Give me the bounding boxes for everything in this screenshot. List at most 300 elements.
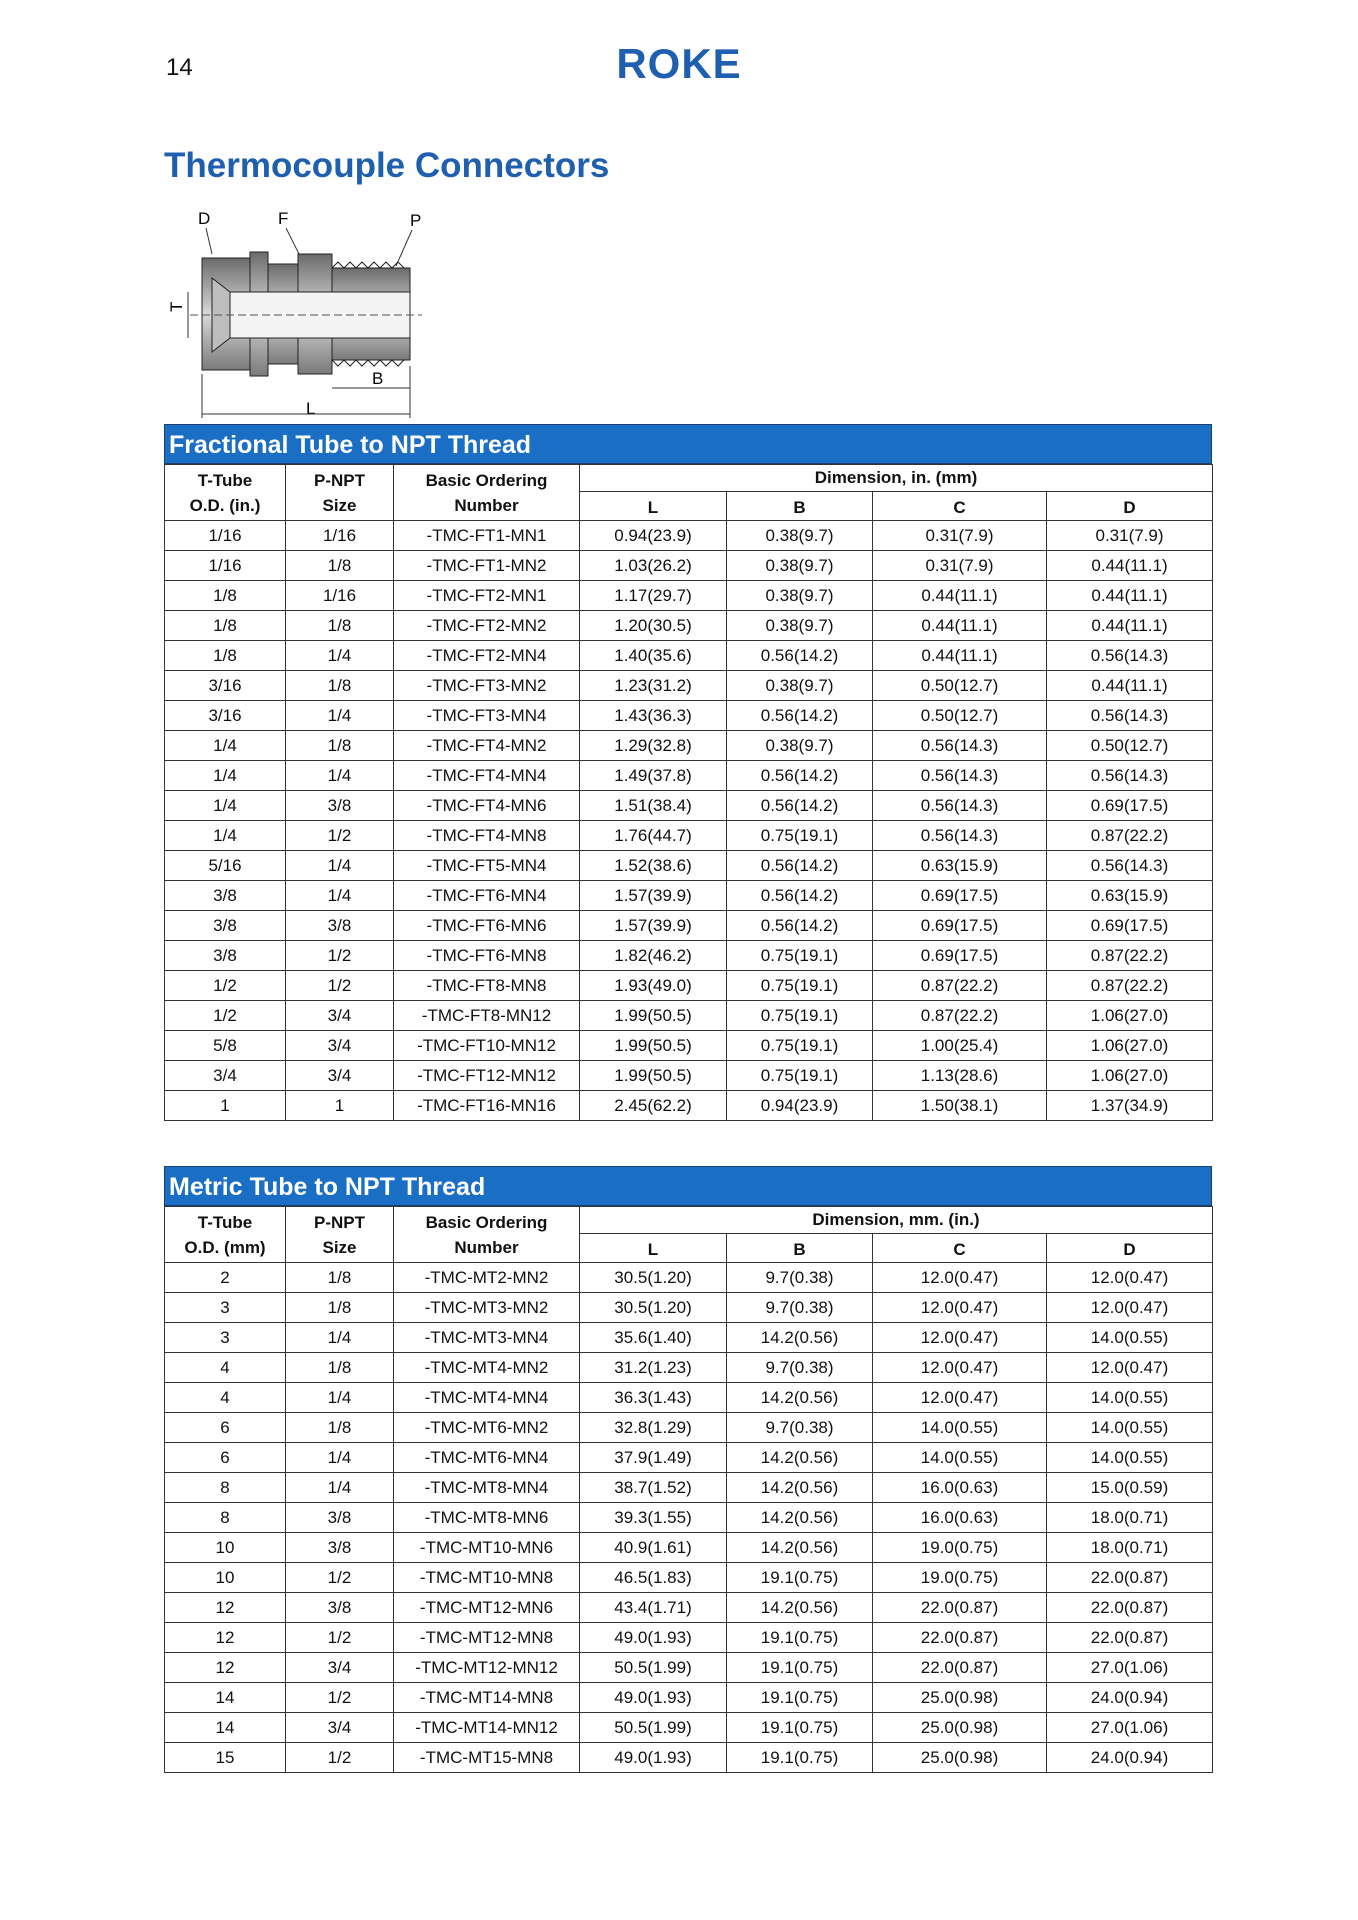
cell-tube-od: 10 bbox=[165, 1563, 286, 1593]
cell-ordering-number: -TMC-FT8-MN12 bbox=[394, 1001, 580, 1031]
cell-d: 22.0(0.87) bbox=[1047, 1623, 1213, 1653]
diagram-label-p: P bbox=[410, 211, 422, 230]
cell-l: 1.52(38.6) bbox=[580, 851, 727, 881]
cell-l: 1.51(38.4) bbox=[580, 791, 727, 821]
cell-npt-size: 1/4 bbox=[286, 851, 394, 881]
cell-d: 14.0(0.55) bbox=[1047, 1443, 1213, 1473]
table-row bbox=[165, 671, 1213, 701]
cell-c: 12.0(0.47) bbox=[873, 1293, 1047, 1323]
cell-b: 14.2(0.56) bbox=[727, 1503, 873, 1533]
cell-npt-size: 1/8 bbox=[286, 611, 394, 641]
table-row bbox=[165, 1533, 1213, 1563]
cell-tube-od: 4 bbox=[165, 1353, 286, 1383]
cell-d: 0.63(15.9) bbox=[1047, 881, 1213, 911]
cell-c: 25.0(0.98) bbox=[873, 1713, 1047, 1743]
cell-b: 9.7(0.38) bbox=[727, 1353, 873, 1383]
cell-l: 50.5(1.99) bbox=[580, 1653, 727, 1683]
cell-ordering-number: -TMC-MT6-MN2 bbox=[394, 1413, 580, 1443]
cell-c: 22.0(0.87) bbox=[873, 1593, 1047, 1623]
cell-ordering-number: -TMC-FT3-MN4 bbox=[394, 701, 580, 731]
cell-b: 0.56(14.2) bbox=[727, 851, 873, 881]
cell-tube-od: 3 bbox=[165, 1293, 286, 1323]
cell-b: 19.1(0.75) bbox=[727, 1743, 873, 1773]
fractional-table bbox=[164, 424, 1212, 1121]
cell-b: 0.75(19.1) bbox=[727, 1061, 873, 1091]
cell-l: 1.57(39.9) bbox=[580, 911, 727, 941]
cell-b: 0.38(9.7) bbox=[727, 521, 873, 551]
cell-ordering-number: -TMC-MT14-MN8 bbox=[394, 1683, 580, 1713]
cell-tube-od: 3 bbox=[165, 1323, 286, 1353]
cell-l: 1.57(39.9) bbox=[580, 881, 727, 911]
cell-d: 27.0(1.06) bbox=[1047, 1713, 1213, 1743]
cell-l: 1.29(32.8) bbox=[580, 731, 727, 761]
cell-l: 49.0(1.93) bbox=[580, 1623, 727, 1653]
cell-ordering-number: -TMC-FT1-MN2 bbox=[394, 551, 580, 581]
header-c: C bbox=[873, 1234, 1047, 1263]
cell-l: 46.5(1.83) bbox=[580, 1563, 727, 1593]
cell-tube-od: 1/8 bbox=[165, 581, 286, 611]
header-dimension: Dimension, in. (mm) bbox=[580, 465, 1213, 492]
table-row bbox=[165, 1503, 1213, 1533]
table-row bbox=[165, 1743, 1213, 1773]
table-row bbox=[165, 881, 1213, 911]
table-row bbox=[165, 551, 1213, 581]
cell-d: 0.69(17.5) bbox=[1047, 911, 1213, 941]
cell-d: 12.0(0.47) bbox=[1047, 1293, 1213, 1323]
cell-c: 0.87(22.2) bbox=[873, 1001, 1047, 1031]
cell-ordering-number: -TMC-MT14-MN12 bbox=[394, 1713, 580, 1743]
cell-c: 12.0(0.47) bbox=[873, 1323, 1047, 1353]
cell-npt-size: 1/4 bbox=[286, 881, 394, 911]
cell-npt-size: 3/4 bbox=[286, 1061, 394, 1091]
cell-l: 1.99(50.5) bbox=[580, 1031, 727, 1061]
header-npt-size: P-NPT Size bbox=[286, 1207, 394, 1263]
cell-tube-od: 5/16 bbox=[165, 851, 286, 881]
cell-npt-size: 1 bbox=[286, 1091, 394, 1121]
cell-d: 24.0(0.94) bbox=[1047, 1683, 1213, 1713]
cell-npt-size: 3/4 bbox=[286, 1001, 394, 1031]
cell-d: 0.44(11.1) bbox=[1047, 671, 1213, 701]
cell-l: 1.17(29.7) bbox=[580, 581, 727, 611]
cell-c: 1.50(38.1) bbox=[873, 1091, 1047, 1121]
cell-b: 0.56(14.2) bbox=[727, 791, 873, 821]
cell-b: 0.38(9.7) bbox=[727, 551, 873, 581]
brand-logo: ROKE bbox=[616, 40, 742, 87]
header-ordering-number: Basic Ordering Number bbox=[394, 1207, 580, 1263]
cell-c: 12.0(0.47) bbox=[873, 1383, 1047, 1413]
cell-ordering-number: -TMC-FT2-MN1 bbox=[394, 581, 580, 611]
cell-tube-od: 1/8 bbox=[165, 641, 286, 671]
cell-tube-od: 5/8 bbox=[165, 1031, 286, 1061]
table-row bbox=[165, 701, 1213, 731]
cell-npt-size: 3/8 bbox=[286, 1593, 394, 1623]
cell-l: 40.9(1.61) bbox=[580, 1533, 727, 1563]
cell-ordering-number: -TMC-FT1-MN1 bbox=[394, 521, 580, 551]
cell-ordering-number: -TMC-FT6-MN4 bbox=[394, 881, 580, 911]
cell-npt-size: 1/8 bbox=[286, 1413, 394, 1443]
cell-c: 19.0(0.75) bbox=[873, 1533, 1047, 1563]
cell-d: 0.56(14.3) bbox=[1047, 851, 1213, 881]
fractional-table-title: Fractional Tube to NPT Thread bbox=[164, 424, 1212, 464]
table-row bbox=[165, 1001, 1213, 1031]
cell-d: 15.0(0.59) bbox=[1047, 1473, 1213, 1503]
cell-b: 0.75(19.1) bbox=[727, 1001, 873, 1031]
cell-c: 0.56(14.3) bbox=[873, 731, 1047, 761]
header-npt-size: P-NPT Size bbox=[286, 465, 394, 521]
cell-ordering-number: -TMC-MT3-MN4 bbox=[394, 1323, 580, 1353]
cell-l: 39.3(1.55) bbox=[580, 1503, 727, 1533]
cell-d: 0.69(17.5) bbox=[1047, 791, 1213, 821]
table-row bbox=[165, 581, 1213, 611]
cell-b: 0.56(14.2) bbox=[727, 881, 873, 911]
cell-b: 0.38(9.7) bbox=[727, 611, 873, 641]
cell-l: 30.5(1.20) bbox=[580, 1293, 727, 1323]
cell-tube-od: 1/2 bbox=[165, 971, 286, 1001]
cell-d: 22.0(0.87) bbox=[1047, 1593, 1213, 1623]
cell-ordering-number: -TMC-FT2-MN2 bbox=[394, 611, 580, 641]
cell-c: 0.44(11.1) bbox=[873, 581, 1047, 611]
cell-tube-od: 3/16 bbox=[165, 671, 286, 701]
cell-npt-size: 1/2 bbox=[286, 1683, 394, 1713]
cell-d: 14.0(0.55) bbox=[1047, 1383, 1213, 1413]
cell-tube-od: 1/4 bbox=[165, 821, 286, 851]
cell-npt-size: 1/8 bbox=[286, 1263, 394, 1293]
cell-ordering-number: -TMC-MT6-MN4 bbox=[394, 1443, 580, 1473]
cell-npt-size: 3/8 bbox=[286, 1503, 394, 1533]
header-b: B bbox=[727, 492, 873, 521]
cell-c: 0.31(7.9) bbox=[873, 521, 1047, 551]
diagram-label-t: T bbox=[167, 301, 186, 312]
table-row bbox=[165, 791, 1213, 821]
cell-b: 0.94(23.9) bbox=[727, 1091, 873, 1121]
cell-npt-size: 1/4 bbox=[286, 1323, 394, 1353]
header-l: L bbox=[580, 1234, 727, 1263]
cell-b: 14.2(0.56) bbox=[727, 1443, 873, 1473]
cell-l: 0.94(23.9) bbox=[580, 521, 727, 551]
cell-npt-size: 1/2 bbox=[286, 941, 394, 971]
cell-b: 14.2(0.56) bbox=[727, 1593, 873, 1623]
cell-c: 12.0(0.47) bbox=[873, 1263, 1047, 1293]
cell-npt-size: 3/4 bbox=[286, 1653, 394, 1683]
cell-l: 32.8(1.29) bbox=[580, 1413, 727, 1443]
cell-tube-od: 1/16 bbox=[165, 551, 286, 581]
cell-l: 1.82(46.2) bbox=[580, 941, 727, 971]
cell-b: 9.7(0.38) bbox=[727, 1293, 873, 1323]
cell-b: 0.75(19.1) bbox=[727, 941, 873, 971]
cell-tube-od: 3/4 bbox=[165, 1061, 286, 1091]
cell-c: 0.69(17.5) bbox=[873, 941, 1047, 971]
cell-b: 14.2(0.56) bbox=[727, 1323, 873, 1353]
diagram-label-d: D bbox=[198, 209, 211, 228]
cell-tube-od: 14 bbox=[165, 1683, 286, 1713]
cell-c: 22.0(0.87) bbox=[873, 1623, 1047, 1653]
table-row bbox=[165, 1353, 1213, 1383]
table-row bbox=[165, 851, 1213, 881]
header-ordering-number: Basic Ordering Number bbox=[394, 465, 580, 521]
cell-l: 1.40(35.6) bbox=[580, 641, 727, 671]
header-tube-od: T-Tube O.D. (mm) bbox=[165, 1207, 286, 1263]
header-dimension: Dimension, mm. (in.) bbox=[580, 1207, 1213, 1234]
cell-b: 0.56(14.2) bbox=[727, 911, 873, 941]
cell-tube-od: 1/16 bbox=[165, 521, 286, 551]
cell-npt-size: 1/8 bbox=[286, 671, 394, 701]
cell-d: 14.0(0.55) bbox=[1047, 1413, 1213, 1443]
cell-npt-size: 1/2 bbox=[286, 1743, 394, 1773]
cell-npt-size: 1/4 bbox=[286, 1383, 394, 1413]
table-row bbox=[165, 1091, 1213, 1121]
table-row bbox=[165, 971, 1213, 1001]
cell-d: 12.0(0.47) bbox=[1047, 1353, 1213, 1383]
cell-d: 22.0(0.87) bbox=[1047, 1563, 1213, 1593]
cell-d: 12.0(0.47) bbox=[1047, 1263, 1213, 1293]
cell-l: 2.45(62.2) bbox=[580, 1091, 727, 1121]
header-d: D bbox=[1047, 1234, 1213, 1263]
cell-c: 12.0(0.47) bbox=[873, 1353, 1047, 1383]
cell-tube-od: 8 bbox=[165, 1503, 286, 1533]
cell-ordering-number: -TMC-FT4-MN8 bbox=[394, 821, 580, 851]
cell-npt-size: 1/8 bbox=[286, 1353, 394, 1383]
cell-tube-od: 1/4 bbox=[165, 791, 286, 821]
cell-tube-od: 4 bbox=[165, 1383, 286, 1413]
cell-npt-size: 3/4 bbox=[286, 1713, 394, 1743]
cell-ordering-number: -TMC-MT8-MN6 bbox=[394, 1503, 580, 1533]
header-d: D bbox=[1047, 492, 1213, 521]
cell-tube-od: 12 bbox=[165, 1593, 286, 1623]
cell-b: 0.75(19.1) bbox=[727, 821, 873, 851]
table-row bbox=[165, 1473, 1213, 1503]
table-row bbox=[165, 1713, 1213, 1743]
cell-d: 27.0(1.06) bbox=[1047, 1653, 1213, 1683]
cell-d: 1.06(27.0) bbox=[1047, 1031, 1213, 1061]
cell-npt-size: 1/2 bbox=[286, 821, 394, 851]
cell-b: 0.38(9.7) bbox=[727, 581, 873, 611]
cell-c: 1.13(28.6) bbox=[873, 1061, 1047, 1091]
cell-tube-od: 8 bbox=[165, 1473, 286, 1503]
cell-b: 0.56(14.2) bbox=[727, 701, 873, 731]
cell-b: 14.2(0.56) bbox=[727, 1473, 873, 1503]
page-title: Thermocouple Connectors bbox=[164, 146, 610, 185]
cell-l: 49.0(1.93) bbox=[580, 1683, 727, 1713]
table-row bbox=[165, 641, 1213, 671]
cell-c: 22.0(0.87) bbox=[873, 1653, 1047, 1683]
cell-c: 0.50(12.7) bbox=[873, 701, 1047, 731]
cell-npt-size: 1/8 bbox=[286, 551, 394, 581]
cell-l: 37.9(1.49) bbox=[580, 1443, 727, 1473]
cell-b: 19.1(0.75) bbox=[727, 1563, 873, 1593]
cell-c: 25.0(0.98) bbox=[873, 1743, 1047, 1773]
table-row bbox=[165, 611, 1213, 641]
cell-tube-od: 3/8 bbox=[165, 911, 286, 941]
cell-c: 14.0(0.55) bbox=[873, 1443, 1047, 1473]
cell-ordering-number: -TMC-MT12-MN6 bbox=[394, 1593, 580, 1623]
header-tube-od: T-Tube O.D. (in.) bbox=[165, 465, 286, 521]
table-row bbox=[165, 1443, 1213, 1473]
cell-ordering-number: -TMC-FT4-MN6 bbox=[394, 791, 580, 821]
cell-c: 0.69(17.5) bbox=[873, 911, 1047, 941]
cell-d: 14.0(0.55) bbox=[1047, 1323, 1213, 1353]
cell-b: 19.1(0.75) bbox=[727, 1713, 873, 1743]
table-row bbox=[165, 1293, 1213, 1323]
cell-b: 19.1(0.75) bbox=[727, 1653, 873, 1683]
cell-npt-size: 3/4 bbox=[286, 1031, 394, 1061]
cell-b: 9.7(0.38) bbox=[727, 1413, 873, 1443]
cell-d: 0.56(14.3) bbox=[1047, 701, 1213, 731]
cell-npt-size: 3/8 bbox=[286, 911, 394, 941]
diagram-label-l: L bbox=[306, 399, 316, 418]
cell-tube-od: 6 bbox=[165, 1443, 286, 1473]
cell-l: 1.93(49.0) bbox=[580, 971, 727, 1001]
cell-npt-size: 1/16 bbox=[286, 521, 394, 551]
cell-d: 0.44(11.1) bbox=[1047, 581, 1213, 611]
cell-b: 9.7(0.38) bbox=[727, 1263, 873, 1293]
cell-d: 1.06(27.0) bbox=[1047, 1061, 1213, 1091]
cell-tube-od: 3/16 bbox=[165, 701, 286, 731]
cell-npt-size: 1/4 bbox=[286, 701, 394, 731]
cell-npt-size: 1/2 bbox=[286, 971, 394, 1001]
table-row bbox=[165, 1383, 1213, 1413]
cell-tube-od: 10 bbox=[165, 1533, 286, 1563]
cell-d: 18.0(0.71) bbox=[1047, 1533, 1213, 1563]
cell-tube-od: 1/8 bbox=[165, 611, 286, 641]
cell-npt-size: 1/8 bbox=[286, 731, 394, 761]
connector-diagram bbox=[160, 206, 440, 426]
cell-tube-od: 1/4 bbox=[165, 731, 286, 761]
cell-b: 0.75(19.1) bbox=[727, 1031, 873, 1061]
cell-tube-od: 2 bbox=[165, 1263, 286, 1293]
cell-l: 1.49(37.8) bbox=[580, 761, 727, 791]
metric-table-title: Metric Tube to NPT Thread bbox=[164, 1166, 1212, 1206]
cell-d: 0.56(14.3) bbox=[1047, 641, 1213, 671]
cell-c: 0.56(14.3) bbox=[873, 761, 1047, 791]
cell-c: 16.0(0.63) bbox=[873, 1473, 1047, 1503]
cell-l: 1.76(44.7) bbox=[580, 821, 727, 851]
cell-ordering-number: -TMC-FT5-MN4 bbox=[394, 851, 580, 881]
cell-b: 0.56(14.2) bbox=[727, 641, 873, 671]
cell-ordering-number: -TMC-MT4-MN2 bbox=[394, 1353, 580, 1383]
table-row bbox=[165, 1623, 1213, 1653]
cell-l: 43.4(1.71) bbox=[580, 1593, 727, 1623]
cell-ordering-number: -TMC-MT10-MN6 bbox=[394, 1533, 580, 1563]
cell-b: 0.75(19.1) bbox=[727, 971, 873, 1001]
cell-c: 0.63(15.9) bbox=[873, 851, 1047, 881]
cell-d: 1.37(34.9) bbox=[1047, 1091, 1213, 1121]
cell-l: 1.99(50.5) bbox=[580, 1061, 727, 1091]
cell-ordering-number: -TMC-MT12-MN12 bbox=[394, 1653, 580, 1683]
cell-npt-size: 1/4 bbox=[286, 1473, 394, 1503]
cell-b: 0.38(9.7) bbox=[727, 671, 873, 701]
cell-c: 14.0(0.55) bbox=[873, 1413, 1047, 1443]
cell-l: 36.3(1.43) bbox=[580, 1383, 727, 1413]
table-row bbox=[165, 1031, 1213, 1061]
cell-npt-size: 1/2 bbox=[286, 1623, 394, 1653]
table-row bbox=[165, 1593, 1213, 1623]
cell-c: 0.87(22.2) bbox=[873, 971, 1047, 1001]
cell-d: 0.87(22.2) bbox=[1047, 821, 1213, 851]
cell-l: 50.5(1.99) bbox=[580, 1713, 727, 1743]
cell-d: 0.56(14.3) bbox=[1047, 761, 1213, 791]
cell-npt-size: 1/4 bbox=[286, 641, 394, 671]
table-row bbox=[165, 1653, 1213, 1683]
cell-d: 24.0(0.94) bbox=[1047, 1743, 1213, 1773]
cell-ordering-number: -TMC-MT2-MN2 bbox=[394, 1263, 580, 1293]
cell-c: 0.31(7.9) bbox=[873, 551, 1047, 581]
cell-d: 0.87(22.2) bbox=[1047, 971, 1213, 1001]
cell-c: 0.44(11.1) bbox=[873, 611, 1047, 641]
cell-ordering-number: -TMC-FT6-MN6 bbox=[394, 911, 580, 941]
cell-c: 0.44(11.1) bbox=[873, 641, 1047, 671]
cell-l: 31.2(1.23) bbox=[580, 1353, 727, 1383]
cell-tube-od: 15 bbox=[165, 1743, 286, 1773]
table-row bbox=[165, 1413, 1213, 1443]
cell-ordering-number: -TMC-FT16-MN16 bbox=[394, 1091, 580, 1121]
cell-d: 0.44(11.1) bbox=[1047, 551, 1213, 581]
table-row bbox=[165, 731, 1213, 761]
cell-ordering-number: -TMC-MT10-MN8 bbox=[394, 1563, 580, 1593]
cell-c: 1.00(25.4) bbox=[873, 1031, 1047, 1061]
cell-tube-od: 1 bbox=[165, 1091, 286, 1121]
table-row bbox=[165, 1683, 1213, 1713]
diagram-label-f: F bbox=[278, 209, 289, 228]
metric-table bbox=[164, 1166, 1212, 1773]
cell-d: 0.44(11.1) bbox=[1047, 611, 1213, 641]
cell-ordering-number: -TMC-MT15-MN8 bbox=[394, 1743, 580, 1773]
cell-l: 49.0(1.93) bbox=[580, 1743, 727, 1773]
table-row bbox=[165, 521, 1213, 551]
table-row bbox=[165, 1563, 1213, 1593]
cell-tube-od: 6 bbox=[165, 1413, 286, 1443]
diagram-label-b: B bbox=[372, 369, 384, 388]
cell-d: 18.0(0.71) bbox=[1047, 1503, 1213, 1533]
header-c: C bbox=[873, 492, 1047, 521]
cell-l: 1.20(30.5) bbox=[580, 611, 727, 641]
cell-d: 1.06(27.0) bbox=[1047, 1001, 1213, 1031]
cell-npt-size: 3/8 bbox=[286, 791, 394, 821]
cell-ordering-number: -TMC-FT4-MN2 bbox=[394, 731, 580, 761]
cell-npt-size: 1/4 bbox=[286, 1443, 394, 1473]
cell-npt-size: 1/4 bbox=[286, 761, 394, 791]
table-row bbox=[165, 941, 1213, 971]
header-l: L bbox=[580, 492, 727, 521]
page-number: 14 bbox=[166, 54, 193, 81]
cell-l: 1.03(26.2) bbox=[580, 551, 727, 581]
cell-ordering-number: -TMC-FT10-MN12 bbox=[394, 1031, 580, 1061]
cell-l: 30.5(1.20) bbox=[580, 1263, 727, 1293]
cell-b: 0.38(9.7) bbox=[727, 731, 873, 761]
cell-ordering-number: -TMC-MT3-MN2 bbox=[394, 1293, 580, 1323]
cell-l: 38.7(1.52) bbox=[580, 1473, 727, 1503]
cell-l: 1.43(36.3) bbox=[580, 701, 727, 731]
cell-b: 0.56(14.2) bbox=[727, 761, 873, 791]
table-row bbox=[165, 761, 1213, 791]
cell-d: 0.87(22.2) bbox=[1047, 941, 1213, 971]
cell-ordering-number: -TMC-FT6-MN8 bbox=[394, 941, 580, 971]
cell-ordering-number: -TMC-FT8-MN8 bbox=[394, 971, 580, 1001]
cell-c: 25.0(0.98) bbox=[873, 1683, 1047, 1713]
table-row bbox=[165, 1323, 1213, 1353]
table-row bbox=[165, 911, 1213, 941]
table-row bbox=[165, 821, 1213, 851]
cell-npt-size: 1/2 bbox=[286, 1563, 394, 1593]
cell-c: 16.0(0.63) bbox=[873, 1503, 1047, 1533]
cell-npt-size: 3/8 bbox=[286, 1533, 394, 1563]
cell-ordering-number: -TMC-FT2-MN4 bbox=[394, 641, 580, 671]
cell-ordering-number: -TMC-MT4-MN4 bbox=[394, 1383, 580, 1413]
cell-tube-od: 14 bbox=[165, 1713, 286, 1743]
table-row bbox=[165, 1061, 1213, 1091]
cell-c: 0.69(17.5) bbox=[873, 881, 1047, 911]
cell-tube-od: 12 bbox=[165, 1623, 286, 1653]
cell-ordering-number: -TMC-MT12-MN8 bbox=[394, 1623, 580, 1653]
